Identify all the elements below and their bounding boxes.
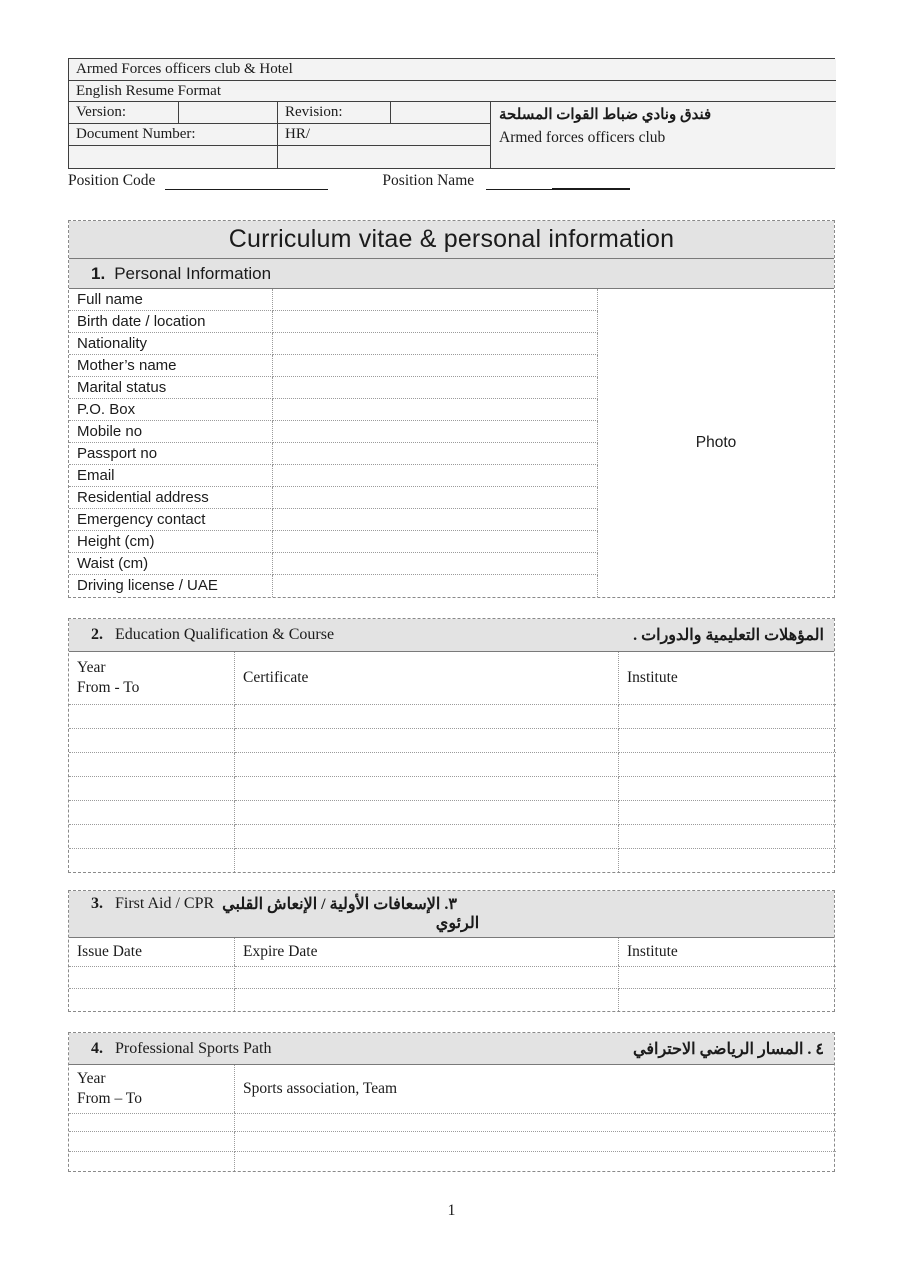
- empty-cell: [69, 146, 278, 168]
- photo-cell: [598, 289, 834, 597]
- field-label-mobile-no: Mobile no: [69, 421, 273, 443]
- table-row: [69, 753, 834, 777]
- column-header-institute: Institute: [619, 652, 836, 705]
- field-value: [273, 421, 598, 443]
- table-row: [69, 801, 834, 825]
- field-value: [273, 311, 598, 333]
- field-label-email: Email: [69, 465, 273, 487]
- page-number: 1: [447, 1202, 456, 1219]
- position-name-label: Position Name: [382, 172, 475, 189]
- section3-title-arabic-line2: الرئوي: [435, 915, 480, 932]
- document-number-value-cell: HR/: [278, 124, 491, 146]
- table-row: [69, 965, 834, 989]
- field-label-driving-license: Driving license / UAE: [69, 575, 273, 597]
- revision-value-cell: [391, 102, 491, 124]
- field-value: [273, 399, 598, 421]
- field-value: [273, 487, 598, 509]
- column-header-year: Year From - To: [69, 652, 235, 705]
- section2-header: [69, 619, 834, 652]
- document-header-table: [68, 58, 835, 169]
- field-label-passport-no: Passport no: [69, 443, 273, 465]
- section2-title: Education Qualification & Course: [115, 626, 335, 643]
- table-row: [69, 849, 834, 872]
- field-value: [273, 289, 598, 311]
- org-title-cell: Armed Forces officers club & Hotel: [69, 59, 836, 81]
- position-code-blank: [165, 175, 328, 190]
- section2-title-arabic: . المؤهلات التعليمية والدورات: [633, 627, 824, 644]
- position-name-blank-bold: [552, 174, 630, 190]
- field-label-mothers-name: Mother’s name: [69, 355, 273, 377]
- section3-column-headers: [69, 938, 834, 965]
- field-value: [273, 465, 598, 487]
- section2-column-headers: [69, 652, 834, 705]
- section3-title: First Aid / CPR: [115, 895, 215, 912]
- section3-title-arabic: ٣. الإسعافات الأولية / الإنعاش القلبي: [222, 896, 457, 913]
- column-header-certificate: Certificate: [235, 652, 619, 705]
- table-row: [69, 705, 834, 729]
- table-row: [69, 1112, 834, 1132]
- field-label-height: Height (cm): [69, 531, 273, 553]
- position-line: [68, 166, 835, 190]
- section3-table: [68, 890, 835, 1012]
- org-name-english: Armed forces officers club: [499, 129, 666, 146]
- section2-table: [68, 618, 835, 873]
- table-row: [69, 777, 834, 801]
- personal-info-grid: [69, 289, 834, 597]
- field-value: [273, 377, 598, 399]
- document-number-label-cell: Document Number:: [69, 124, 278, 146]
- table-row: [69, 825, 834, 849]
- position-code-label: Position Code: [68, 172, 156, 189]
- org-name-cell: [491, 102, 836, 168]
- field-value: [273, 575, 598, 597]
- column-header-issue-date: Issue Date: [69, 938, 235, 967]
- column-header-year: Year From – To: [69, 1065, 235, 1114]
- field-label-birth-date: Birth date / location: [69, 311, 273, 333]
- section4-column-headers: [69, 1065, 834, 1112]
- field-value: [273, 509, 598, 531]
- format-subtitle-cell: English Resume Format: [69, 81, 836, 102]
- field-value: [273, 355, 598, 377]
- section3-header: [69, 891, 834, 938]
- field-label-full-name: Full name: [69, 289, 273, 311]
- field-label-nationality: Nationality: [69, 333, 273, 355]
- field-value: [273, 443, 598, 465]
- section4-table: [68, 1032, 835, 1172]
- field-label-emergency-contact: Emergency contact: [69, 509, 273, 531]
- section4-header: [69, 1033, 834, 1065]
- version-label-cell: Version:: [69, 102, 179, 124]
- org-name-arabic: فندق ونادي ضباط القوات المسلحة: [499, 107, 712, 123]
- column-header-expire-date: Expire Date: [235, 938, 619, 967]
- field-value: [273, 333, 598, 355]
- section4-title-arabic: ٤ . المسار الرياضي الاحترافي: [633, 1040, 824, 1058]
- field-label-waist: Waist (cm): [69, 553, 273, 575]
- field-value: [273, 553, 598, 575]
- section1-header: [69, 259, 834, 289]
- section2-number: 2.: [91, 626, 103, 643]
- table-row: [69, 989, 834, 1011]
- column-header-institute: Institute: [619, 938, 836, 967]
- section4-number: 4.: [91, 1039, 103, 1057]
- column-header-sports-association: Sports association, Team: [235, 1065, 836, 1114]
- empty-cell: [278, 146, 491, 168]
- cv-table: [68, 220, 835, 598]
- field-label-po-box: P.O. Box: [69, 399, 273, 421]
- revision-label-cell: Revision:: [278, 102, 391, 124]
- field-value: [273, 531, 598, 553]
- section4-title: Professional Sports Path: [115, 1039, 272, 1057]
- position-name-blank: [486, 175, 552, 190]
- field-label-marital-status: Marital status: [69, 377, 273, 399]
- photo-label: Photo: [695, 434, 737, 451]
- table-row: [69, 729, 834, 753]
- section3-number: 3.: [91, 895, 103, 912]
- table-row: [69, 1132, 834, 1152]
- cv-title: Curriculum vitae & personal information: [69, 221, 834, 259]
- field-label-residential-address: Residential address: [69, 487, 273, 509]
- version-value-cell: [179, 102, 278, 124]
- section1-title: Personal Information: [114, 263, 272, 283]
- table-row: [69, 1152, 834, 1171]
- section1-number: 1.: [91, 263, 106, 283]
